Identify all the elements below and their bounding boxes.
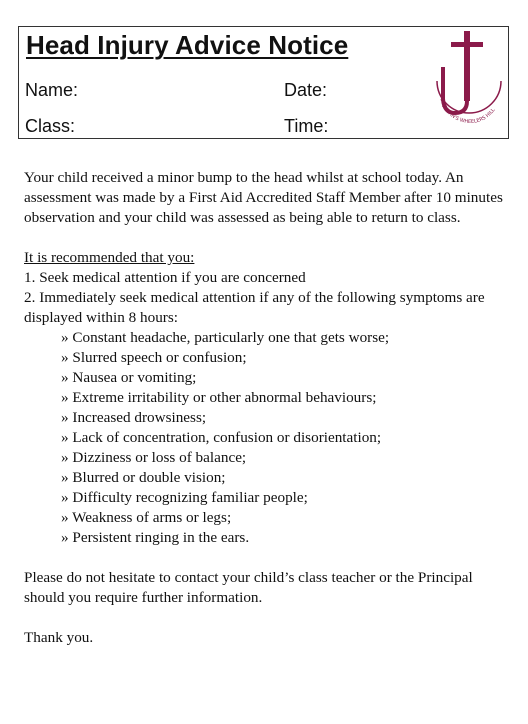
date-label: Date: bbox=[284, 80, 328, 100]
class-label: Class: bbox=[25, 116, 76, 136]
page-title: Head Injury Advice Notice bbox=[26, 30, 349, 60]
closing-paragraph: Please do not hesitate to contact your child’s class teacher or the Principal should you require further information. bbox=[24, 569, 473, 606]
symptom-item: » Dizziness or loss of balance; bbox=[61, 449, 247, 466]
recommend-heading: It is recommended that you: bbox=[24, 249, 195, 266]
step-item: 1. Seek medical attention if you are concerned bbox=[24, 269, 306, 286]
symptom-item: » Extreme irritability or other abnormal behaviours; bbox=[61, 389, 377, 406]
intro-paragraph: Your child received a minor bump to the head whilst at school today. An assessment was made by a First Aid Accredited Staff Member after 10 minutes observation and your child was assessed as being able to return to class. bbox=[24, 169, 503, 226]
name-label: Name: bbox=[25, 80, 79, 100]
notice-header bbox=[18, 26, 509, 139]
step-item: 2. Immediately seek medical attention if any of the following symptoms are displayed within 8 hours: bbox=[24, 289, 485, 326]
symptom-list bbox=[24, 328, 504, 548]
time-label: Time: bbox=[284, 116, 329, 136]
symptom-item: » Nausea or vomiting; bbox=[61, 369, 197, 386]
school-logo bbox=[431, 29, 507, 125]
symptom-item: » Weakness of arms or legs; bbox=[61, 509, 232, 526]
symptom-item: » Constant headache, particularly one that gets worse; bbox=[61, 329, 390, 346]
symptom-item: » Persistent ringing in the ears. bbox=[61, 529, 250, 546]
symptom-item: » Increased drowsiness; bbox=[61, 409, 207, 426]
symptom-item: » Blurred or double vision; bbox=[61, 469, 226, 486]
symptom-item: » Slurred speech or confusion; bbox=[61, 349, 247, 366]
logo-ring-text: ST JUSTIN'S WHEELERS HILL bbox=[438, 97, 497, 125]
signoff: Thank you. bbox=[24, 629, 94, 646]
symptom-item: » Difficulty recognizing familiar people; bbox=[61, 489, 308, 506]
notice-body bbox=[24, 168, 504, 648]
symptom-item: » Lack of concentration, confusion or disorientation; bbox=[61, 429, 382, 446]
